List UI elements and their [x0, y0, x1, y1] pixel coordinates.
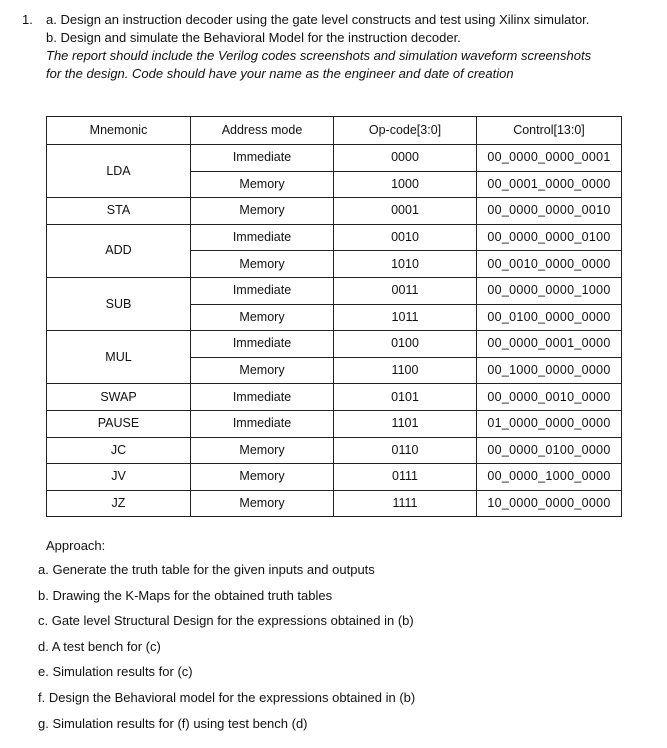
approach-step: b. Drawing the K-Maps for the obtained truth tables: [38, 587, 333, 603]
mnemonic-cell: MUL: [47, 331, 191, 384]
opcode-cell: 1010: [334, 251, 477, 278]
address-mode-cell: Immediate: [191, 277, 334, 304]
control-cell: 00_0010_0000_0000: [477, 251, 622, 278]
opcode-cell: 1100: [334, 357, 477, 384]
address-mode-cell: Memory: [191, 251, 334, 278]
opcode-cell: 0011: [334, 277, 477, 304]
address-mode-cell: Memory: [191, 437, 334, 464]
control-cell: 00_0000_0010_0000: [477, 384, 622, 411]
mnemonic-cell: SWAP: [47, 384, 191, 411]
address-mode-cell: Memory: [191, 464, 334, 491]
opcode-cell: 1011: [334, 304, 477, 331]
address-mode-cell: Immediate: [191, 224, 334, 251]
opcode-cell: 0110: [334, 437, 477, 464]
table-row: [47, 331, 622, 358]
table-row: [47, 277, 622, 304]
control-cell: 00_1000_0000_0000: [477, 357, 622, 384]
mnemonic-cell: STA: [47, 198, 191, 225]
mnemonic-cell: SUB: [47, 277, 191, 330]
opcode-cell: 0000: [334, 145, 477, 172]
opcode-cell: 1000: [334, 171, 477, 198]
instruction-decoder-table: [46, 116, 622, 517]
opcode-cell: 0001: [334, 198, 477, 225]
approach-step: g. Simulation results for (f) using test bench (d): [38, 715, 308, 731]
table-row: [47, 384, 622, 411]
header-address-mode: Address mode: [191, 117, 334, 145]
address-mode-cell: Immediate: [191, 384, 334, 411]
mnemonic-cell: LDA: [47, 145, 191, 198]
table-row: [47, 464, 622, 491]
control-cell: 00_0000_0000_1000: [477, 277, 622, 304]
opcode-cell: 0010: [334, 224, 477, 251]
opcode-cell: 1111: [334, 490, 477, 517]
header-control: Control[13:0]: [477, 117, 622, 145]
control-cell: 00_0000_1000_0000: [477, 464, 622, 491]
table-row: [47, 437, 622, 464]
table-row: [47, 490, 622, 517]
mnemonic-cell: JC: [47, 437, 191, 464]
address-mode-cell: Immediate: [191, 410, 334, 437]
table-row: [47, 410, 622, 437]
approach-step: a. Generate the truth table for the given inputs and outputs: [38, 562, 375, 577]
address-mode-cell: Memory: [191, 198, 334, 225]
control-cell: 00_0001_0000_0000: [477, 171, 622, 198]
opcode-cell: 0111: [334, 464, 477, 491]
report-requirement-line-2: for the design. Code should have your name as the engineer and date of creation: [46, 66, 514, 81]
approach-step: f. Design the Behavioral model for the expressions obtained in (b): [38, 689, 416, 705]
control-cell: 10_0000_0000_0000: [477, 490, 622, 517]
table-row: [47, 198, 622, 225]
opcode-cell: 1101: [334, 410, 477, 437]
mnemonic-cell: PAUSE: [47, 410, 191, 437]
address-mode-cell: Memory: [191, 171, 334, 198]
control-cell: 00_0000_0000_0100: [477, 224, 622, 251]
table-row: [47, 224, 622, 251]
table-header-row: [47, 117, 622, 145]
approach-title: Approach:: [46, 538, 106, 553]
control-cell: 00_0000_0000_0001: [477, 145, 622, 172]
address-mode-cell: Immediate: [191, 145, 334, 172]
approach-step: c. Gate level Structural Design for the expressions obtained in (b): [38, 613, 414, 629]
control-cell: 00_0000_0100_0000: [477, 437, 622, 464]
address-mode-cell: Immediate: [191, 331, 334, 358]
mnemonic-cell: ADD: [47, 224, 191, 277]
question-number: 1.: [22, 12, 33, 27]
approach-step: e. Simulation results for (c): [38, 664, 193, 680]
table-body: [47, 145, 622, 517]
control-cell: 00_0000_0000_0010: [477, 198, 622, 225]
question-line-a: a. Design an instruction decoder using the gate level constructs and test using Xilinx simulator.: [46, 12, 590, 27]
opcode-cell: 0100: [334, 331, 477, 358]
header-mnemonic: Mnemonic: [47, 117, 191, 145]
mnemonic-cell: JZ: [47, 490, 191, 517]
mnemonic-cell: JV: [47, 464, 191, 491]
control-cell: 00_0000_0001_0000: [477, 331, 622, 358]
report-requirement-line-1: The report should include the Verilog codes screenshots and simulation waveform screenshots: [46, 48, 592, 63]
approach-steps: [38, 562, 415, 741]
address-mode-cell: Memory: [191, 357, 334, 384]
approach-step: d. A test bench for (c): [38, 638, 161, 654]
control-cell: 00_0100_0000_0000: [477, 304, 622, 331]
question-line-b: b. Design and simulate the Behavioral Model for the instruction decoder.: [46, 30, 461, 45]
address-mode-cell: Memory: [191, 304, 334, 331]
control-cell: 01_0000_0000_0000: [477, 410, 622, 437]
opcode-cell: 0101: [334, 384, 477, 411]
header-opcode: Op-code[3:0]: [334, 117, 477, 145]
address-mode-cell: Memory: [191, 490, 334, 517]
table-row: [47, 145, 622, 172]
